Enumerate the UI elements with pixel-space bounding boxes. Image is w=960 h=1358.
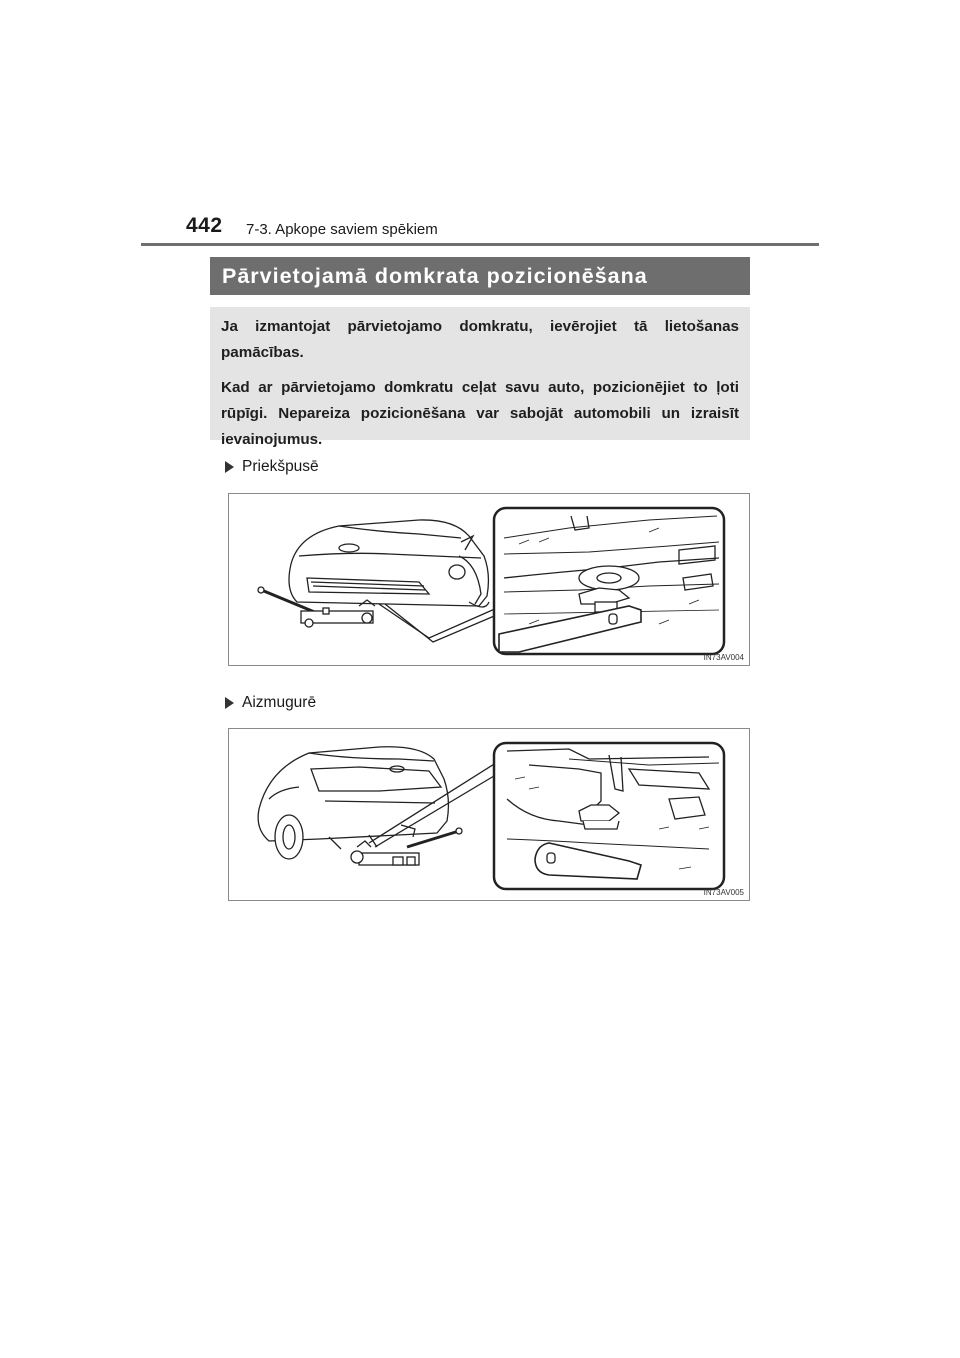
header-rule: [141, 243, 819, 246]
section-label: 7-3. Apkope saviem spēkiem: [246, 221, 438, 238]
bullet-rear-label: Aizmugurē: [242, 694, 317, 711]
intro-box: [210, 307, 750, 448]
figure-front-code: IN73AV004: [703, 653, 744, 662]
front-jack-illustration: [229, 494, 749, 665]
figure-rear-code: IN73AV005: [703, 888, 744, 897]
bullet-front-label: Priekšpusē: [242, 458, 319, 475]
figure-rear: [228, 728, 750, 901]
bullet-rear: [225, 694, 316, 712]
rear-jack-illustration: [229, 729, 749, 900]
intro-paragraph-2: Kad ar pārvietojamo domkratu ceļat savu auto, pozicionējiet to ļoti rūpīgi. Nepareiza pozicionēšana var sabojāt automobili un izraisīt ievainojumus.: [221, 379, 739, 448]
triangle-right-icon: [225, 697, 234, 709]
figure-front: [228, 493, 750, 666]
title-bar: [210, 257, 750, 295]
intro-paragraph-1: Ja izmantojat pārvietojamo domkratu, ievērojiet tā lietošanas pamācības.: [221, 318, 739, 361]
page-title: Pārvietojamā domkrata pozicionēšana: [222, 263, 648, 288]
triangle-right-icon: [225, 461, 234, 473]
bullet-front: [225, 458, 319, 476]
page-number: 442: [186, 214, 223, 237]
